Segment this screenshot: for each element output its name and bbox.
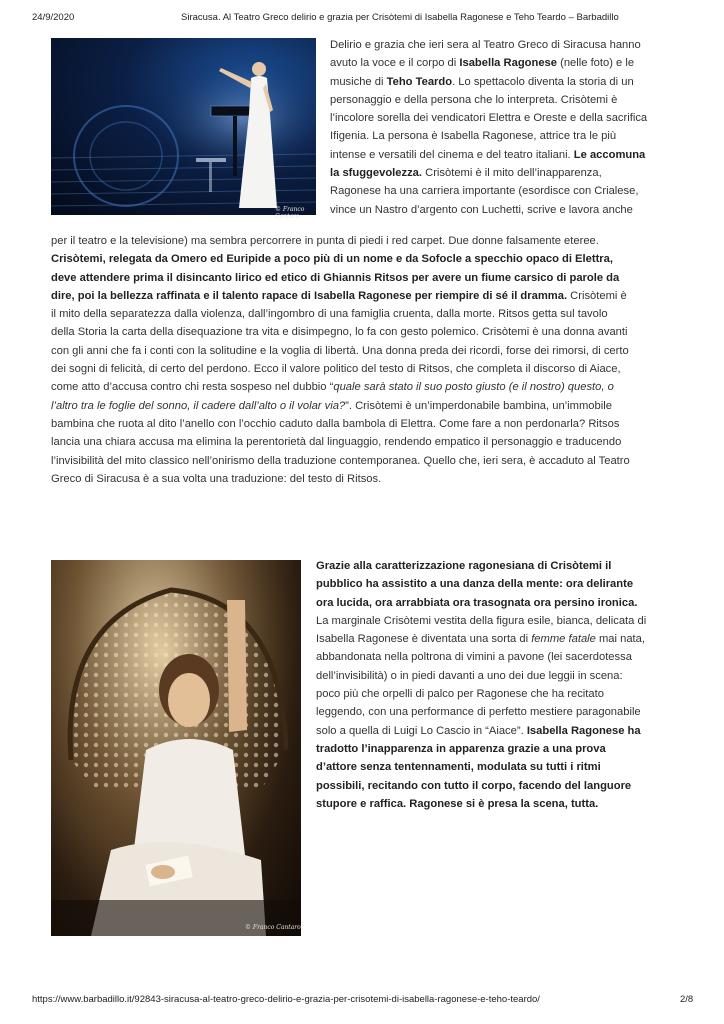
text-line	[330, 127, 696, 145]
text-run: tradotto l’inapparenza in apparenza grazie a una prova	[316, 742, 606, 755]
text-run: Teho Teardo	[386, 75, 453, 88]
article-paragraph-intro	[330, 36, 696, 219]
text-line	[51, 232, 701, 250]
text-run: come atto d’accusa contro chi resta sospeso nel dubbio “	[51, 381, 334, 394]
text-line	[51, 470, 701, 488]
text-run: possibili, recitando con tutto il corpo, facendo del languore	[316, 779, 632, 792]
photo-credit: © Franco Cantaro	[245, 924, 301, 931]
text-line	[316, 777, 700, 795]
text-run: deve attendere prima il disincanto lirico ed etico di Ghiannis Ritsos per avere un fiume carsico di parole da	[51, 271, 620, 284]
text-run: della Storia la carta della disequazione tra vita e disimpegno, lo fa con gesto polemico. Crisòtemi è una donna avanti	[51, 326, 628, 339]
text-run: abbandonata nella poltrona di vimini a pavone (lei sacerdotessa	[316, 651, 632, 664]
text-line	[330, 91, 696, 109]
text-run: con gli anni che fa i conti con la solitudine e la voglia di libertà. Una donna preda dei ricordi, forse dei rimorsi, di certo	[51, 344, 629, 357]
text-run: leggendo, con una performance di perfetto mestiere paragonabile	[316, 706, 641, 719]
text-line	[316, 630, 700, 648]
page-number: 2/8	[680, 994, 694, 1005]
text-line	[51, 360, 701, 378]
text-line	[330, 109, 696, 127]
text-run: La marginale Crisòtemi vestita della figura esile, bianca, delicata di	[316, 614, 647, 627]
stage-illustration	[51, 38, 316, 215]
text-line	[51, 305, 701, 323]
page-url[interactable]: https://www.barbadillo.it/92843-siracusa-al-teatro-greco-delirio-e-grazia-per-crisotemi-di-isabella-ragonese-e-teho-teardo/	[32, 994, 540, 1005]
text-run: poco più che orpelli di palco per Ragonese che ha recitato	[316, 688, 604, 701]
text-run: d’attore senza tentennamenti, modulata su tutti i ritmi	[316, 761, 601, 774]
text-run: il mito della separatezza dalla violenza, dall’ingombro di una famiglia cruenta, dalla morte. Ritsos getta sul tavolo	[51, 308, 608, 321]
text-run: personaggio e della persona che lo interpreta. Crisòtemi è	[330, 93, 618, 106]
text-run: lancia una chiara accusa ma elimina la perentorietà dal linguaggio, rendendo empatico il personaggio e traducendo	[51, 436, 622, 449]
text-line	[51, 323, 701, 341]
text-run: la sfuggevolezza.	[330, 167, 423, 180]
chair-illustration	[51, 560, 301, 936]
article-photo-stage	[51, 38, 316, 220]
text-line	[316, 575, 700, 593]
text-line	[330, 73, 696, 91]
text-run: . Lo spettacolo diventa la storia di un	[452, 75, 634, 88]
article-paragraph-body	[51, 232, 701, 488]
text-line	[330, 201, 696, 219]
text-line	[316, 612, 700, 630]
text-run: per il teatro e la televisione) ma sembra percorrere in punta di piedi i red carpet. Due donne falsamente eteree.	[51, 235, 599, 247]
text-run: l’altro tra le foglie del sonno, il cadere dall’alto o il volar via?	[51, 399, 346, 412]
text-run: Crisòtemi, relegata da Omero ed Euripide a poco più di un nome e da Sofocle a specchio opaco di Elettra,	[51, 253, 613, 266]
article-paragraph-performance	[316, 557, 700, 813]
text-run: Delirio e grazia che ieri sera al Teatro Greco di Siracusa hanno	[330, 39, 641, 51]
page-title: Siracusa. Al Teatro Greco delirio e grazia per Crisòtemi di Isabella Ragonese e Teho Teardo – Barbadillo	[181, 12, 619, 23]
text-line	[51, 287, 701, 305]
print-footer	[0, 994, 724, 1008]
text-run: stupore e raffica. Ragonese si è presa la scena, tutta.	[316, 797, 599, 810]
text-run: musiche di	[330, 75, 387, 88]
text-line	[51, 433, 701, 451]
text-line	[51, 250, 701, 268]
text-line	[316, 667, 700, 685]
text-run: quale sarà stato il suo posto giusto (e il nostro) questo, o	[333, 381, 614, 394]
text-run: mai nata,	[595, 633, 646, 646]
text-run: Isabella Ragonese	[459, 57, 557, 70]
text-run: solo a quella di Luigi Lo Cascio in “Aiace”.	[316, 724, 527, 737]
article-photo-chair	[51, 560, 301, 936]
text-run: Ragonese ha una carriera importante (esordisce con Crialese,	[330, 185, 639, 198]
text-run: dell’invisibilità) o in piedi davanti a uno dei due leggii in scena:	[316, 669, 623, 682]
text-line	[316, 795, 700, 813]
text-run: Grazie alla caratterizzazione ragonesiana di Crisòtemi il	[316, 560, 612, 572]
print-date: 24/9/2020	[32, 12, 75, 23]
text-line	[316, 648, 700, 666]
text-line	[51, 452, 701, 470]
text-line	[51, 397, 701, 415]
text-run: femme fatale	[531, 633, 596, 646]
text-line	[316, 703, 700, 721]
text-run: Crisòtemi è il mito dell’inapparenza,	[422, 167, 602, 180]
text-line	[330, 146, 696, 164]
text-line	[51, 378, 701, 396]
text-run: Greco di Siracusa è a sua volta una traduzione: del testo di Ritsos.	[51, 472, 382, 485]
text-line	[330, 54, 696, 72]
text-line	[330, 164, 696, 182]
text-run: ora lucida, ora arrabbiata ora trasognata ora persino ironica.	[316, 596, 638, 609]
text-line	[316, 758, 700, 776]
text-line	[316, 685, 700, 703]
text-run: l’invisibilità del mito classico nell’onirismo della traduzione contemporanea. Quello che, ieri sera, è accaduto al Teatro	[51, 454, 630, 467]
print-header	[0, 12, 724, 26]
text-run: Isabella Ragonese è diventata una sorta di	[316, 633, 532, 646]
text-run: Isabella Ragonese ha	[526, 724, 641, 737]
text-run: vince un Nastro d’argento con Luchetti, scrive e lavora anche	[330, 203, 633, 216]
text-run: avuto la voce e il corpo di	[330, 57, 460, 70]
text-line	[330, 36, 696, 54]
text-line	[316, 557, 700, 575]
text-line	[316, 594, 700, 612]
text-run: ”. Crisòtemi è un’imperdonabile bambina, un’immobile	[345, 399, 612, 412]
text-line	[316, 740, 700, 758]
text-run: (nelle foto) e le	[556, 57, 635, 70]
text-line	[316, 722, 700, 740]
text-line	[51, 415, 701, 433]
text-run: pubblico ha assistito a una danza della mente: ora delirante	[316, 578, 634, 591]
text-run: Le accomuna	[573, 148, 646, 161]
text-run: bambina che ruota al dito l’anello con l’occhio caduto dalla bambola di Elettra. Come fare a non perdonarla? Ritsos	[51, 417, 620, 430]
text-run: intense e versatili del cinema e del teatro italiani.	[330, 148, 574, 161]
text-run: dei sogni di felicità, di certo del perdono. Ecco il valore politico del testo di Ritsos, che completa il discorso di Aiace,	[51, 363, 621, 376]
text-run: Crisòtemi è	[567, 289, 627, 302]
text-run: l’incolore sorella dei vendicatori Elettra e Oreste e della sacrifica	[330, 112, 648, 125]
text-line	[330, 182, 696, 200]
photo-credit: © Franco Cantaro	[275, 206, 305, 220]
text-line	[51, 342, 701, 360]
text-run: dire, poi la bellezza raffinata e il talento rapace di Isabella Ragonese per riempire di sé il dramma.	[51, 289, 568, 302]
text-line	[51, 269, 701, 287]
text-run: Ifigenia. La persona è Isabella Ragonese, attrice tra le più	[330, 130, 617, 143]
